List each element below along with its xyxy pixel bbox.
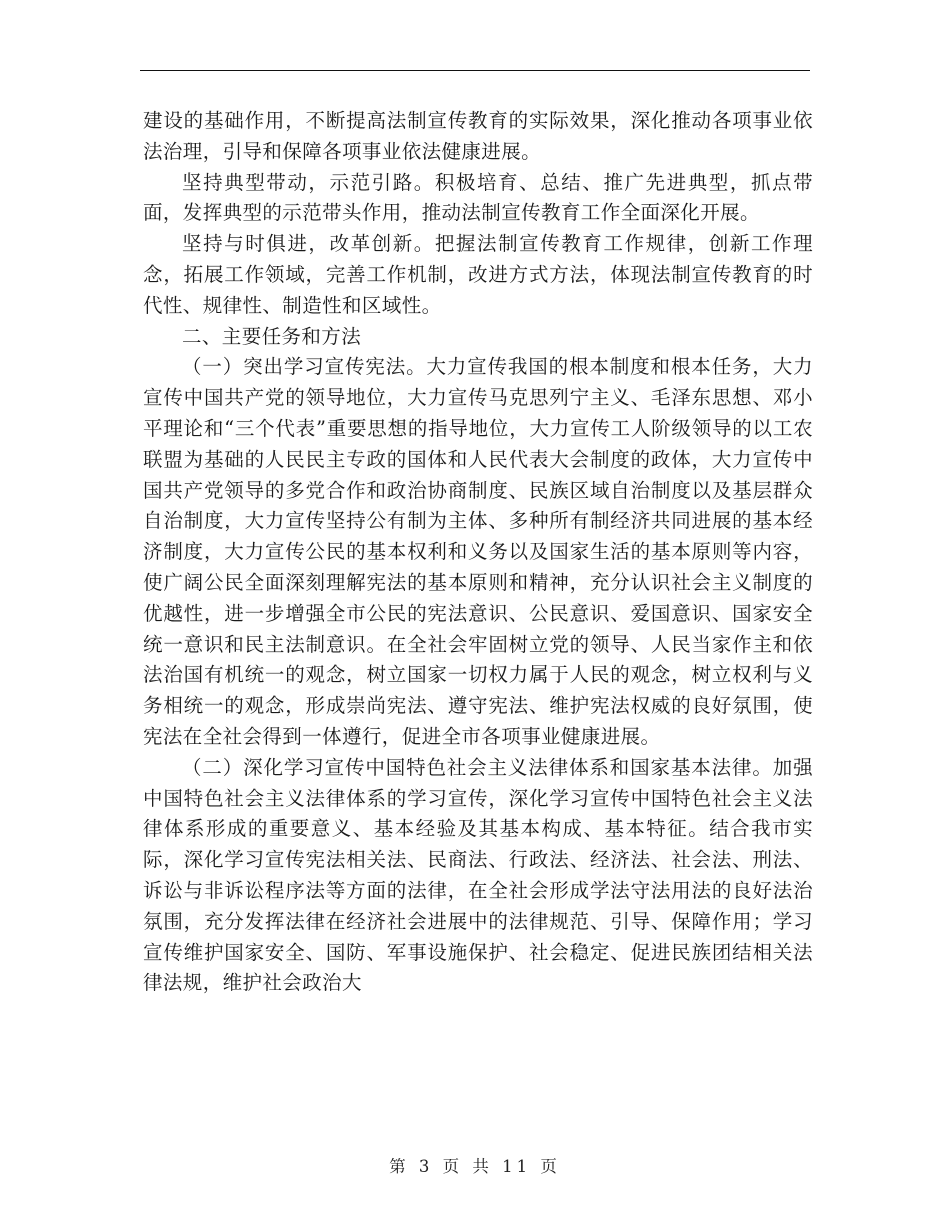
footer-prefix: 第	[389, 1157, 410, 1176]
section-heading: 二、主要任务和方法	[182, 324, 362, 348]
paragraph-1: 建设的基础作用，不断提高法制宣传教育的实际效果，深化推动各项事业依法治理，引导和保障各项事业依法健康进展。	[143, 109, 813, 163]
footer-total-word: 共	[472, 1157, 493, 1176]
footer-total-pages: 11	[502, 1157, 532, 1176]
paragraph-3: 坚持与时俱进，改革创新。把握法制宣传教育工作规律，创新工作理念，拓展工作领域，完善工作机制，改进方式方法，体现法制宣传教育的时代性、规律性、制造性和区域性。	[143, 232, 813, 317]
footer-suffix: 页	[540, 1157, 561, 1176]
header-rule	[140, 70, 810, 71]
document-body	[143, 106, 813, 999]
footer-page-number: 3	[418, 1157, 434, 1176]
paragraph-4: （一）突出学习宣传宪法。大力宣传我国的根本制度和根本任务，大力宣传中国共产党的领导地位，大力宣传马克思列宁主义、毛泽东思想、邓小平理论和“三个代表”重要思想的指导地位，大力宣传工人阶级领导的以工农联盟为基础的人民民主专政的国体和人民代表大会制度的政体，大力宣传中国共产党领导的多党合作和政治协商制度、民族区域自治制度以及基层群众自治制度，大力宣传坚持公有制为主体、多种所有制经济共同进展的基本经济制度，大力宣传公民的基本权利和义务以及国家生活的基本原则等内容，使广阔公民全面深刻理解宪法的基本原则和精神，充分认识社会主义制度的优越性，进一步增强全市公民的宪法意识、公民意识、爱国意识、国家安全统一意识和民主法制意识。在全社会牢固树立党的领导、人民当家作主和依法治国有机统一的观念，树立国家一切权力属于人民的观念，树立权利与义务相统一的观念，形成崇尚宪法、遵守宪法、维护宪法权威的良好氛围，使宪法在全社会得到一体遵行，促进全市各项事业健康进展。	[143, 355, 813, 748]
footer-page-word: 页	[442, 1157, 464, 1176]
page-footer	[0, 1153, 950, 1177]
paragraph-2: 坚持典型带动，示范引路。积极培育、总结、推广先进典型，抓点带面，发挥典型的示范带头作用，推动法制宣传教育工作全面深化开展。	[143, 170, 813, 225]
paragraph-5: （二）深化学习宣传中国特色社会主义法律体系和国家基本法律。加强中国特色社会主义法律体系的学习宣传，深化学习宣传中国特色社会主义法律体系形成的重要意义、基本经验及其基本构成、基本特征。结合我市实际，深化学习宣传宪法相关法、民商法、行政法、经济法、社会法、刑法、诉讼与非诉讼程序法等方面的法律，在全社会形成学法守法用法的良好法治氛围，充分发挥法律在经济社会进展中的法律规范、引导、保障作用；学习宣传维护国家安全、国防、军事设施保护、社会稳定、促进民族团结相关法律法规，维护社会政治大	[143, 755, 813, 995]
